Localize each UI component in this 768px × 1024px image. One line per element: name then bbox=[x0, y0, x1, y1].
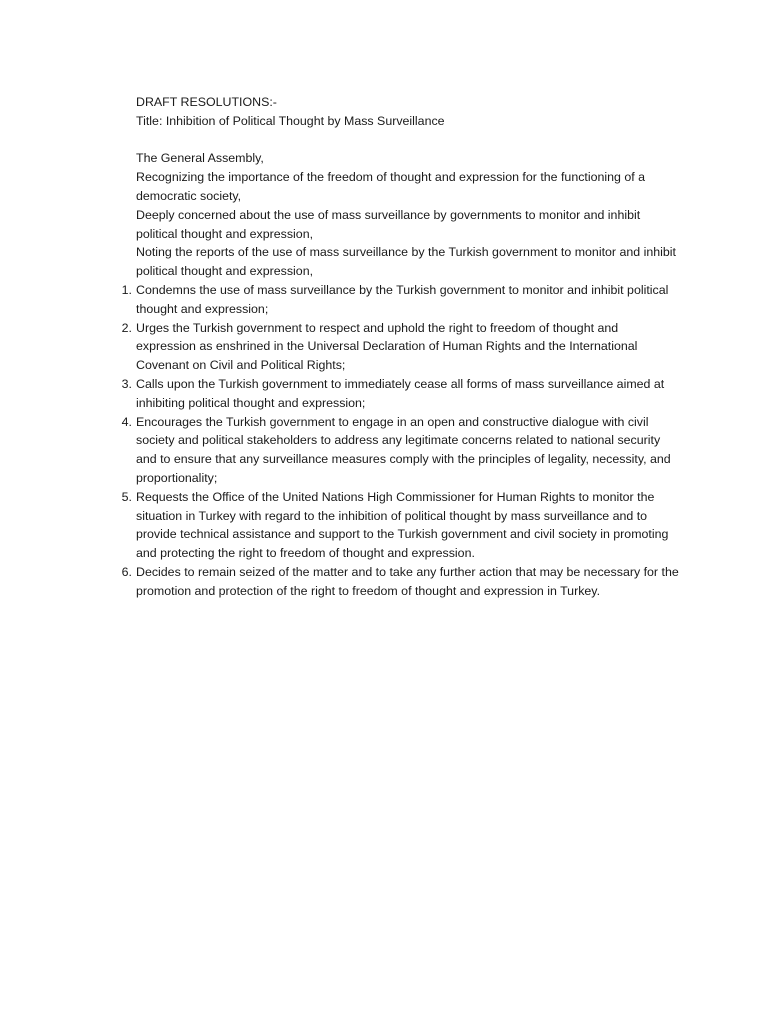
operative-clause bbox=[121, 281, 681, 319]
operative-clause bbox=[121, 563, 681, 601]
operative-clause bbox=[121, 488, 681, 563]
clause-text: Calls upon the Turkish government to immediately cease all forms of mass surveillance aimed at inhibiting political thought and expression; bbox=[136, 376, 665, 410]
clause-text: Requests the Office of the United Nations High Commissioner for Human Rights to monitor the situation in Turkey with regard to the inhibition of political thought by mass surveillance and to provide technical assistance and support to the Turkish government and civil society in promoting and protecting the right to freedom of thought and expression. bbox=[136, 489, 669, 561]
clause-text: Encourages the Turkish government to engage in an open and constructive dialogue with civil society and political stakeholders to address any legitimate concerns related to national security and to ensure that any surveillance measures comply with the principles of legality, necessity, and proportionality; bbox=[136, 414, 671, 485]
clause-number: 5. bbox=[121, 489, 132, 504]
preamble-opening: The General Assembly, bbox=[136, 151, 264, 166]
clause-text: Condemns the use of mass surveillance by the Turkish government to monitor and inhibit political thought and expression; bbox=[136, 282, 669, 316]
clause-number: 2. bbox=[121, 320, 132, 335]
clause-text: Urges the Turkish government to respect and uphold the right to freedom of thought and expression as enshrined in the Universal Declaration of Human Rights and the International Covenant on Civil and Political Rights; bbox=[136, 320, 638, 373]
preamble-clause-concerned: Deeply concerned about the use of mass surveillance by governments to monitor and inhibit political thought and expression, bbox=[136, 207, 641, 241]
document-heading: DRAFT RESOLUTIONS:- bbox=[136, 95, 277, 109]
clause-number: 6. bbox=[121, 564, 132, 579]
clause-number: 3. bbox=[121, 376, 132, 391]
preamble-clause-noting: Noting the reports of the use of mass surveillance by the Turkish government to monitor and inhibit political thought and expression, bbox=[136, 245, 676, 279]
operative-clauses-list bbox=[121, 281, 681, 601]
clause-text: Decides to remain seized of the matter and to take any further action that may be necessary for the promotion and protection of the right to freedom of thought and expression in Turkey. bbox=[136, 564, 679, 598]
clause-number: 1. bbox=[121, 282, 132, 297]
preamble-clause-recognizing: Recognizing the importance of the freedom of thought and expression for the functioning of a democratic society, bbox=[136, 170, 646, 203]
operative-clause bbox=[121, 319, 681, 375]
document-title: Title: Inhibition of Political Thought by Mass Surveillance bbox=[136, 113, 445, 128]
clause-number: 4. bbox=[121, 414, 132, 429]
operative-clause bbox=[121, 375, 681, 413]
operative-clause bbox=[121, 413, 681, 488]
blank-line bbox=[136, 131, 681, 150]
document-body bbox=[121, 93, 681, 601]
